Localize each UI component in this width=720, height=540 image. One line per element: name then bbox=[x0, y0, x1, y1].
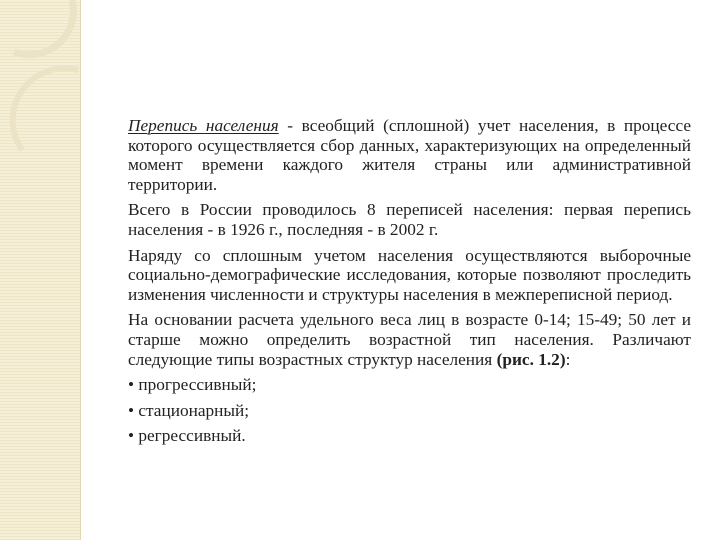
age-structure-end: : bbox=[565, 349, 571, 369]
age-structure-text: На основании расчета удельного веса лиц в возрасте 0-14; 15-49; 50 лет и старше можно определить возрастной тип населения. Различают следующие типы возрастных структур населения bbox=[128, 310, 691, 369]
slide-content bbox=[128, 116, 691, 452]
definition-paragraph bbox=[128, 116, 691, 194]
figure-reference: (рис. 1.2) bbox=[496, 349, 566, 369]
age-structure-types-list bbox=[128, 375, 691, 446]
list-item-stationary: • стационарный; bbox=[128, 400, 250, 420]
age-structure-paragraph bbox=[128, 310, 691, 369]
decorative-arcs bbox=[0, 0, 100, 160]
census-count-paragraph: Всего в России проводилось 8 переписей населения: первая перепись населения - в 1926 г., последняя - в 2002 г. bbox=[128, 200, 691, 239]
census-term: Перепись населения bbox=[128, 116, 279, 135]
list-item-regressive: • регрессивный. bbox=[128, 426, 246, 446]
list-item-progressive: • прогрессивный; bbox=[128, 375, 257, 395]
definition-text: - всеобщий (сплошной) учет населения, в процессе которого осуществляется сбор данных, характеризующих на определенный момент времени каждого жителя страны или административной территории. bbox=[128, 116, 691, 194]
sample-surveys-paragraph: Наряду со сплошным учетом населения осуществляются выборочные социально-демографические исследования, которые позволяют проследить изменения численности и структуры населения в межпереписной период. bbox=[128, 245, 691, 304]
